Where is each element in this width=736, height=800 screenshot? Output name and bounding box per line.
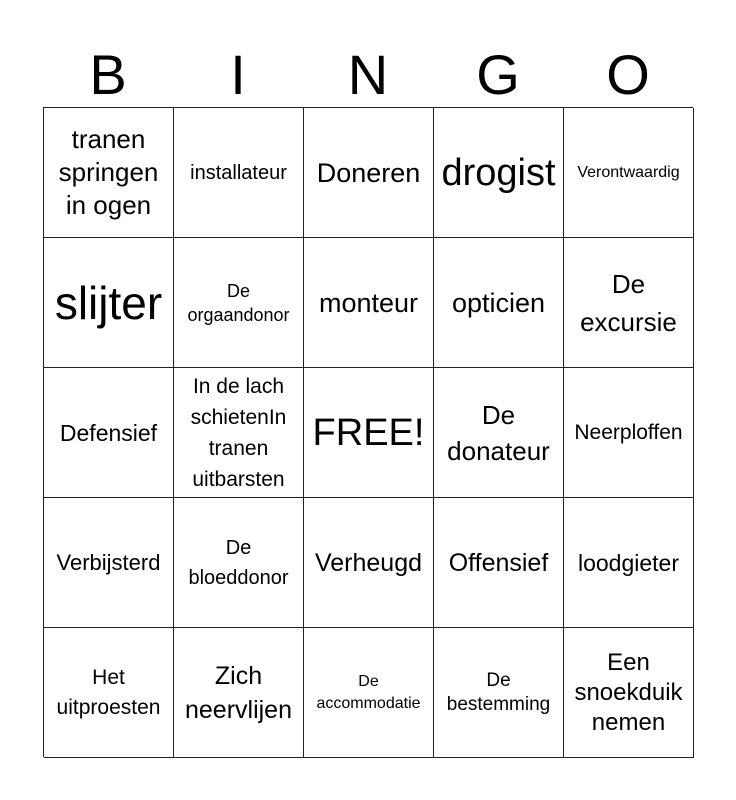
cell-text: De bestemming [446, 669, 551, 715]
cell-text: Verheugd [314, 548, 423, 577]
cell-text: Offensief [448, 548, 549, 577]
header-letter-b: B [89, 43, 127, 106]
cell-text: opticien [451, 287, 546, 318]
cell-text: loodgieter [577, 549, 680, 576]
header-letter-o: O [606, 43, 650, 106]
cell-text: drogist [441, 151, 556, 194]
bingo-header [43, 44, 693, 106]
cell-text: slijter [54, 276, 163, 329]
bingo-cell[interactable] [174, 108, 304, 238]
bingo-cell[interactable] [44, 628, 174, 758]
bingo-cell[interactable] [434, 238, 564, 368]
cell-text: FREE! [312, 411, 425, 454]
bingo-cell[interactable] [434, 108, 564, 238]
bingo-cell[interactable] [434, 368, 564, 498]
cell-text: De excursie [580, 268, 677, 337]
bingo-cell[interactable] [434, 498, 564, 628]
cell-text: Doneren [316, 157, 421, 188]
bingo-cell[interactable] [304, 108, 434, 238]
header-letter-n: N [347, 43, 389, 106]
cell-text: Verontwaardig [577, 163, 680, 181]
cell-text: Het uitproesten [56, 665, 161, 719]
bingo-cell[interactable] [44, 238, 174, 368]
cell-text: tranen springen in ogen [58, 124, 159, 220]
bingo-cell[interactable] [174, 628, 304, 758]
bingo-cell[interactable] [304, 368, 434, 498]
cell-text: De orgaandonor [187, 280, 290, 325]
bingo-cell[interactable] [304, 628, 434, 758]
header-letter-g: G [476, 43, 520, 106]
bingo-cell[interactable] [304, 238, 434, 368]
bingo-cell[interactable] [564, 628, 694, 758]
bingo-cell[interactable] [564, 498, 694, 628]
cell-text: De donateur [447, 399, 550, 466]
bingo-cell[interactable] [174, 368, 304, 498]
cell-text: Neerploffen [574, 420, 683, 444]
bingo-cell[interactable] [174, 238, 304, 368]
cell-text: De bloeddonor [188, 536, 289, 589]
bingo-cell[interactable] [564, 368, 694, 498]
cell-text: Zich neervlijen [184, 661, 292, 724]
cell-text: Een snoekduik nemen [574, 648, 683, 736]
bingo-cell[interactable] [304, 498, 434, 628]
bingo-cell[interactable] [564, 108, 694, 238]
cell-text: Verbijsterd [56, 549, 161, 575]
bingo-card-grid [43, 107, 693, 757]
bingo-cell[interactable] [44, 368, 174, 498]
bingo-cell[interactable] [434, 628, 564, 758]
bingo-cell[interactable] [564, 238, 694, 368]
cell-text: De accommodatie [316, 672, 421, 712]
cell-text: Defensief [59, 419, 158, 446]
bingo-cell[interactable] [44, 498, 174, 628]
cell-text: monteur [318, 287, 419, 318]
header-letter-i: I [230, 43, 246, 106]
bingo-cell[interactable] [174, 498, 304, 628]
cell-text: In de lach schietenIn tranen uitbarsten [190, 374, 287, 491]
bingo-cell[interactable] [44, 108, 174, 238]
cell-text: installateur [190, 161, 287, 184]
